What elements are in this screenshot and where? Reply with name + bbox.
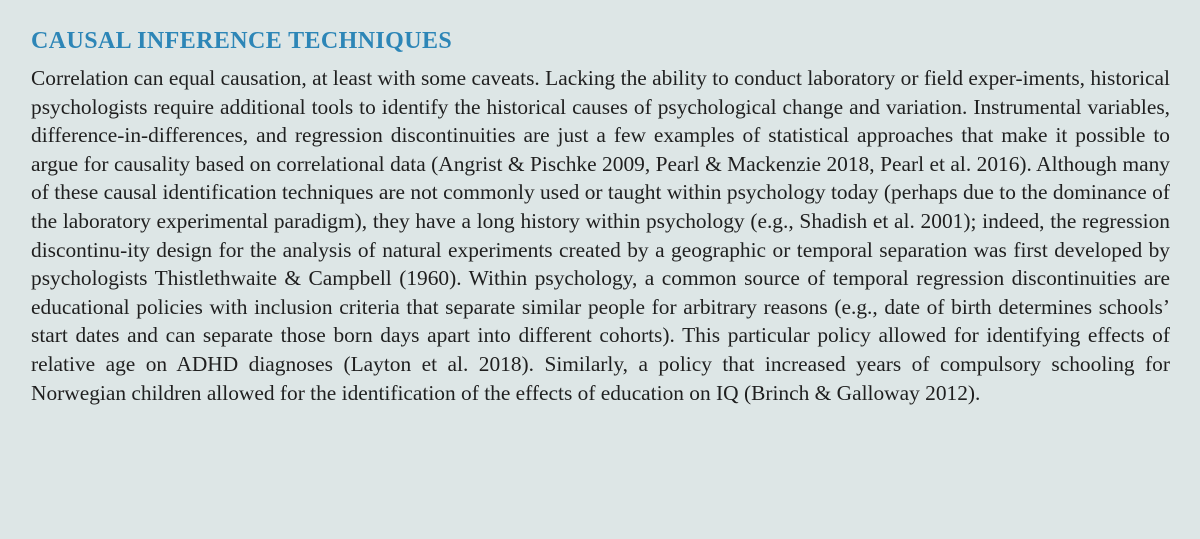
sidebar-title: CAUSAL INFERENCE TECHNIQUES xyxy=(31,28,453,54)
sidebar-body-paragraph: Correlation can equal causation, at least with some caveats. Lacking the ability to conduct laboratory or field exper-iments, historical psychologists require additional tools to identify the historical causes of psychological change and variation. Instrumental variables, difference-in-differences, and regression discontinuities are just a few examples of statistical approaches that make it possible to argue for causality based on correlational data (Angrist & Pischke 2009, Pearl & Mackenzie 2018, Pearl et al. 2016). Although many of these causal identification techniques are not commonly used or taught within psychology today (perhaps due to the dominance of the laboratory experimental paradigm), they have a long history within psychology (e.g., Shadish et al. 2001); indeed, the regression discontinu-ity design for the analysis of natural experiments created by a geographic or temporal separation was first developed by psychologists Thistlethwaite & Campbell (1960). Within psychology, a common source of temporal regression discontinuities are educational policies with inclusion criteria that separate similar people for arbitrary reasons (e.g., date of birth determines schools’ start dates and can separate those born days apart into different cohorts). This particular policy allowed for identifying effects of relative age on ADHD diagnoses (Layton et al. 2018). Similarly, a policy that increased years of compulsory schooling for Norwegian children allowed for the identification of the effects of education on IQ (Brinch & Galloway 2012). xyxy=(31,66,1170,405)
